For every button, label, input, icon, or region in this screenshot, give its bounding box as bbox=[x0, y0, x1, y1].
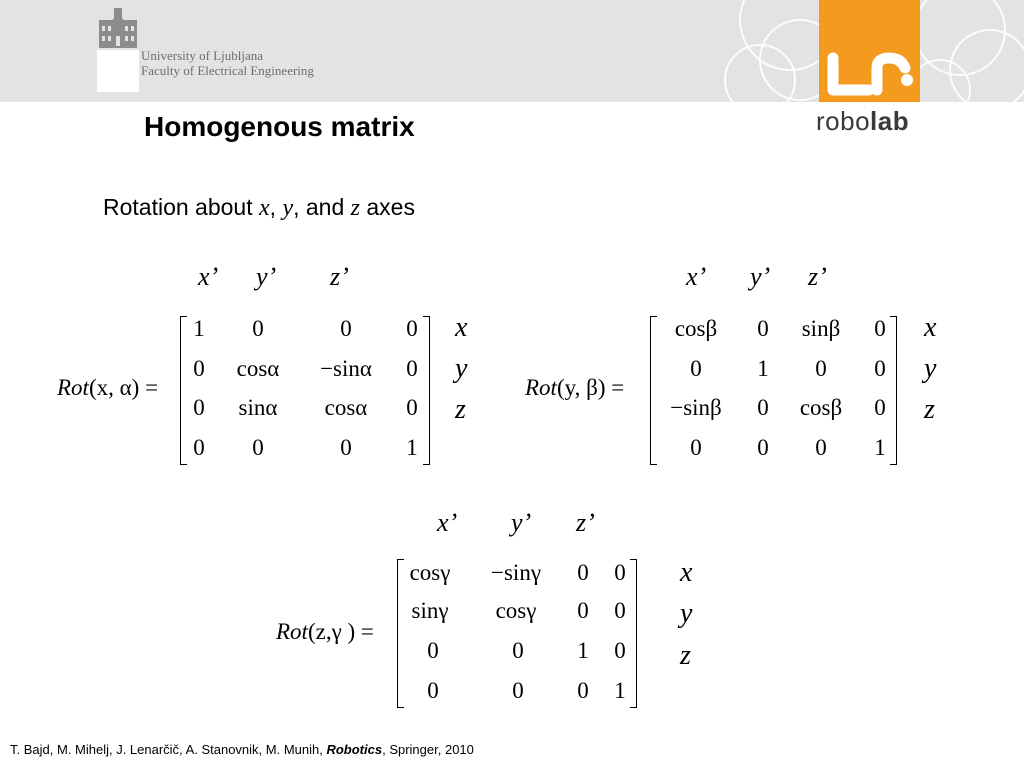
row-label-x: x bbox=[680, 557, 693, 588]
lhs-args: (z,γ ) = bbox=[307, 619, 374, 644]
matrix-cell: 0 bbox=[193, 356, 205, 381]
lhs-args: (x, α) = bbox=[88, 375, 159, 400]
matrix-cell: 1 bbox=[577, 638, 589, 663]
matrix-cell: −sinγ bbox=[491, 560, 541, 585]
subtitle-z: z bbox=[350, 195, 360, 221]
matrix-cell: 0 bbox=[815, 435, 827, 460]
row-label-y: y bbox=[924, 353, 937, 384]
matrix-z-left-bracket bbox=[397, 559, 404, 708]
axis-label-y-prime: y’ bbox=[256, 262, 277, 291]
matrix-cell: 0 bbox=[340, 435, 352, 460]
matrix-cell: cosβ bbox=[799, 395, 843, 420]
subtitle-suffix: axes bbox=[360, 194, 415, 220]
matrix-cell: 0 bbox=[757, 316, 769, 341]
matrix-cell: 0 bbox=[815, 356, 827, 381]
matrix-cell: 0 bbox=[614, 598, 626, 623]
matrix-cell: 1 bbox=[757, 356, 769, 381]
matrix-cell: 0 bbox=[577, 678, 589, 703]
matrix-cell: 0 bbox=[757, 395, 769, 420]
robolab-bold: lab bbox=[870, 106, 910, 136]
axis-label-z-prime: z’ bbox=[576, 508, 595, 537]
matrix-cell: 1 bbox=[614, 678, 626, 703]
matrix-cell: 0 bbox=[193, 435, 205, 460]
matrix-cell: sinβ bbox=[801, 316, 841, 341]
matrix-cell: sinγ bbox=[411, 598, 449, 623]
matrix-y-lhs bbox=[525, 375, 624, 401]
lhs-rot: Rot bbox=[276, 619, 308, 644]
subtitle-sep1: , bbox=[269, 194, 283, 220]
matrix-z-lhs bbox=[276, 619, 374, 645]
matrix-cell: 0 bbox=[427, 678, 439, 703]
lhs-args: (y, β) = bbox=[556, 375, 625, 400]
row-label-z: z bbox=[680, 640, 691, 671]
matrix-cell: 0 bbox=[252, 316, 264, 341]
matrix-cell: 0 bbox=[690, 356, 702, 381]
matrix-cell: 0 bbox=[757, 435, 769, 460]
row-label-x: x bbox=[455, 312, 468, 343]
matrix-cell: 0 bbox=[874, 316, 886, 341]
subtitle-sep2: , and bbox=[293, 194, 351, 220]
matrix-cell: 0 bbox=[874, 356, 886, 381]
university-line-2: Faculty of Electrical Engineering bbox=[141, 63, 314, 78]
matrix-cell: −sinα bbox=[320, 356, 372, 381]
subtitle-prefix: Rotation about bbox=[103, 194, 260, 220]
citation-book: Robotics bbox=[326, 742, 383, 757]
matrix-cell: 0 bbox=[427, 638, 439, 663]
robolab-light: robo bbox=[816, 106, 871, 136]
row-label-y: y bbox=[455, 353, 468, 384]
matrix-cell: 0 bbox=[340, 316, 352, 341]
lr-logo bbox=[819, 0, 920, 102]
axis-label-x-prime: x’ bbox=[437, 508, 458, 537]
matrix-z-right-bracket bbox=[630, 559, 637, 708]
matrix-cell: 0 bbox=[874, 395, 886, 420]
matrix-cell: 0 bbox=[406, 395, 418, 420]
row-label-z: z bbox=[924, 394, 935, 425]
citation-publisher: , Springer, 2010 bbox=[382, 742, 474, 757]
matrix-cell: 0 bbox=[577, 560, 589, 585]
matrix-cell: 0 bbox=[614, 638, 626, 663]
matrix-cell: cosγ bbox=[409, 560, 451, 585]
robolab-wordmark bbox=[816, 106, 909, 137]
matrix-cell: 0 bbox=[193, 395, 205, 420]
matrix-cell: cosβ bbox=[674, 316, 718, 341]
matrix-cell: sinα bbox=[238, 395, 278, 420]
axis-label-x-prime: x’ bbox=[198, 262, 219, 291]
matrix-x-left-bracket bbox=[180, 316, 187, 465]
row-label-z: z bbox=[455, 394, 466, 425]
matrix-cell: cosα bbox=[236, 356, 280, 381]
matrix-y-left-bracket bbox=[650, 316, 657, 465]
axis-label-y-prime: y’ bbox=[511, 508, 532, 537]
lhs-rot: Rot bbox=[525, 375, 557, 400]
axis-label-y-prime: y’ bbox=[750, 262, 771, 291]
axis-label-z-prime: z’ bbox=[808, 262, 827, 291]
matrix-cell: 0 bbox=[577, 598, 589, 623]
matrix-cell: 1 bbox=[874, 435, 886, 460]
matrix-x-right-bracket bbox=[423, 316, 430, 465]
matrix-cell: 1 bbox=[406, 435, 418, 460]
slide-header bbox=[0, 0, 1024, 102]
lhs-rot: Rot bbox=[57, 375, 89, 400]
matrix-cell: cosα bbox=[324, 395, 368, 420]
matrix-cell: cosγ bbox=[495, 598, 537, 623]
slide-title: Homogenous matrix bbox=[144, 111, 415, 142]
slide-subtitle bbox=[103, 194, 415, 222]
matrix-cell: 1 bbox=[193, 316, 205, 341]
matrix-cell: 0 bbox=[614, 560, 626, 585]
citation-authors: T. Bajd, M. Mihelj, J. Lenarčič, A. Stanovnik, M. Munih, bbox=[10, 742, 327, 757]
subtitle-y: y bbox=[282, 195, 294, 221]
university-building-logo bbox=[97, 6, 141, 92]
university-line-1: University of Ljubljana bbox=[141, 48, 264, 63]
matrix-cell: −sinβ bbox=[670, 395, 722, 420]
matrix-cell: 0 bbox=[406, 316, 418, 341]
matrix-cell: 0 bbox=[512, 638, 524, 663]
matrix-cell: 0 bbox=[406, 356, 418, 381]
matrix-cell: 0 bbox=[690, 435, 702, 460]
matrix-x-lhs bbox=[57, 375, 158, 401]
row-label-y: y bbox=[680, 598, 693, 629]
matrix-cell: 0 bbox=[512, 678, 524, 703]
axis-label-x-prime: x’ bbox=[686, 262, 707, 291]
matrix-y-right-bracket bbox=[890, 316, 897, 465]
matrix-cell: 0 bbox=[252, 435, 264, 460]
subtitle-x: x bbox=[259, 195, 270, 221]
axis-label-z-prime: z’ bbox=[330, 262, 349, 291]
university-name bbox=[141, 48, 314, 78]
lr-logo-mark bbox=[819, 0, 920, 102]
citation-footer bbox=[10, 742, 474, 757]
row-label-x: x bbox=[924, 312, 937, 343]
